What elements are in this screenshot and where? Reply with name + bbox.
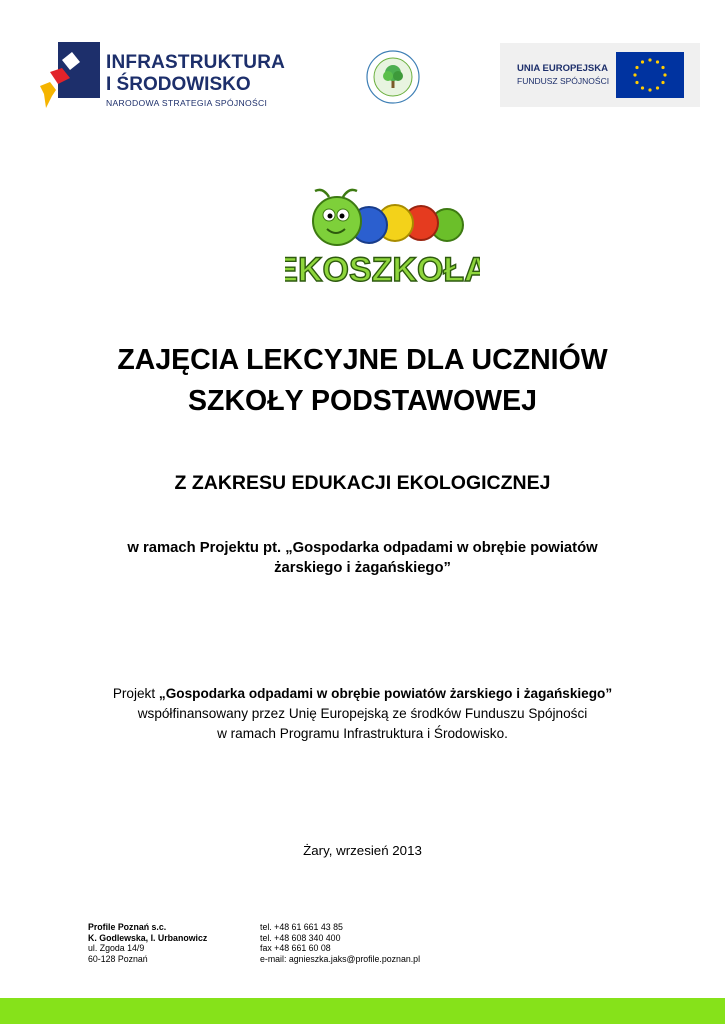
- subtitle: Z ZAKRESU EDUKACJI EKOLOGICZNEJ: [174, 472, 551, 494]
- logo-is-line2: I ŚRODOWISKO: [106, 74, 251, 95]
- ecology-seal-icon: [366, 50, 420, 104]
- eu-flag-icon: [616, 52, 684, 98]
- footer-street: ul. Zgoda 14/9: [88, 943, 145, 953]
- cofinancing-line2: współfinansowany przez Unię Europejską ze środków Funduszu Spójności: [137, 706, 588, 721]
- footer-fax: fax +48 661 60 08: [260, 943, 331, 953]
- logo-is-line1: INFRASTRUKTURA: [106, 52, 286, 73]
- cofinancing-prefix: Projekt: [112, 686, 159, 701]
- infrastruktura-logo: [40, 38, 286, 110]
- eu-line1: UNIA EUROPEJSKA: [517, 63, 608, 74]
- footer-accent-bar: [0, 998, 725, 1024]
- footer-contact: [260, 922, 420, 964]
- cofinancing-line3: w ramach Programu Infrastruktura i Środowisko.: [217, 726, 508, 741]
- footer-tel2: tel. +48 608 340 400: [260, 932, 341, 943]
- footer-city: 60-128 Poznań: [88, 953, 148, 964]
- footer-company: Profile Poznań s.c.: [88, 922, 167, 932]
- footer-people: K. Godlewska, I. Urbanowicz: [88, 932, 208, 943]
- project-intro-line1: w ramach Projektu pt. „Gospodarka odpadami w obrębie powiatów: [127, 540, 598, 556]
- title-line2: SZKOŁY PODSTAWOWEJ: [188, 385, 537, 417]
- cofinancing-line1: [0, 684, 725, 704]
- cofinancing-note: [0, 684, 725, 744]
- project-intro-line2: żarskiego i żagańskiego”: [274, 560, 451, 576]
- eu-line2: FUNDUSZ SPÓJNOŚCI: [517, 76, 610, 86]
- project-intro: [0, 538, 725, 578]
- place-date: Żary, wrzesień 2013: [303, 843, 422, 858]
- footer-address: [88, 922, 207, 964]
- logo-is-line3: NARODOWA STRATEGIA SPÓJNOŚCI: [106, 98, 268, 108]
- flag-star-icon: [40, 38, 104, 110]
- eu-fund-logo: [500, 43, 700, 107]
- page-title: [0, 340, 725, 422]
- title-line1: ZAJĘCIA LEKCYJNE DLA UCZNIÓW: [117, 344, 608, 376]
- ekoszkola-wordmark: EKOSZKOŁA: [285, 251, 480, 289]
- ekoszkola-logo: [285, 185, 480, 293]
- cofinancing-project-name: „Gospodarka odpadami w obrębie powiatów żarskiego i żagańskiego”: [158, 686, 613, 701]
- footer-tel1: tel. +48 61 661 43 85: [260, 922, 343, 932]
- footer-email[interactable]: e-mail: agnieszka.jaks@profile.poznan.pl: [260, 953, 421, 964]
- caterpillar-icon: [285, 185, 480, 293]
